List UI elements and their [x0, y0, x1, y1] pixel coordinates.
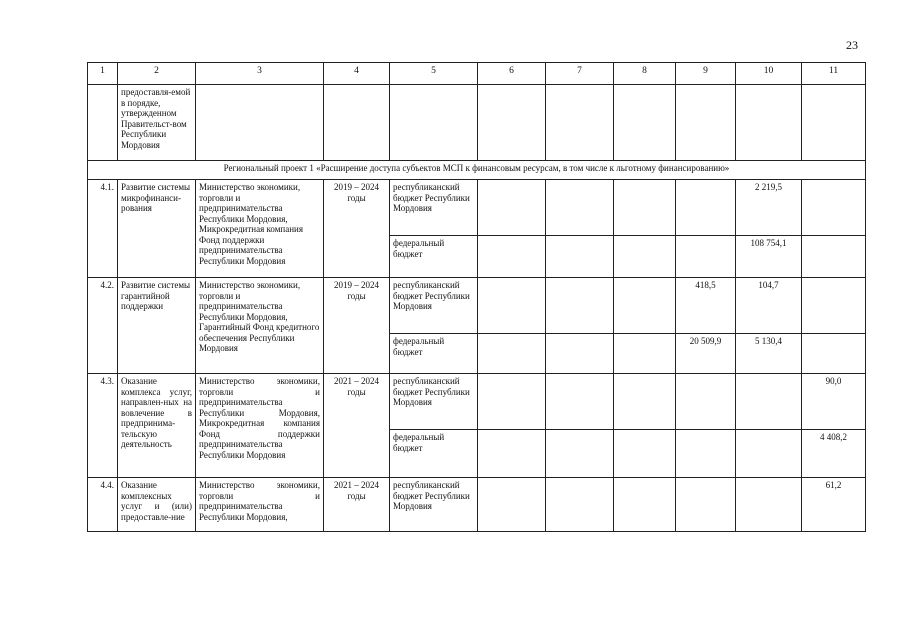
header-cell: 6	[478, 63, 546, 85]
table-row	[88, 278, 866, 334]
continuation-text: предоставля-емой в порядке, утвержденном Правительст-вом Республики Мордовия	[118, 85, 196, 161]
row-number: 4.2.	[88, 278, 118, 374]
table-row	[88, 478, 866, 532]
value-col10: 2 219,5	[736, 180, 802, 236]
measure-name: Оказание комплексных услуг и (или) предоставле-ние	[118, 478, 196, 532]
value-col11: 90,0	[802, 374, 866, 430]
header-row	[88, 63, 866, 85]
row-number: 4.3.	[88, 374, 118, 478]
value-col10: 104,7	[736, 278, 802, 334]
measure-name: Развитие системы микрофинанси-рования	[118, 180, 196, 278]
funding-source: федеральный бюджет	[390, 236, 478, 278]
table-row	[88, 85, 866, 161]
program-table	[87, 62, 866, 532]
value-col9	[676, 430, 736, 478]
period: 2021 – 2024 годы	[324, 478, 390, 532]
header-cell: 3	[196, 63, 324, 85]
header-cell: 11	[802, 63, 866, 85]
header-cell: 8	[614, 63, 676, 85]
period: 2021 – 2024 годы	[324, 374, 390, 478]
executors: Министерство экономики, торговли и предпринимательства Республики Мордовия,	[196, 478, 324, 532]
period: 2019 – 2024 годы	[324, 180, 390, 278]
header-cell: 9	[676, 63, 736, 85]
header-cell: 2	[118, 63, 196, 85]
period: 2019 – 2024 годы	[324, 278, 390, 374]
value-col10	[736, 478, 802, 532]
table-row	[88, 374, 866, 430]
executors: Министерство экономики, торговли и предпринимательства Республики Мордовия, Микрокредитная компания Фонд поддержки предпринимательства Республики Мордовия	[196, 180, 324, 278]
value-col10: 5 130,4	[736, 334, 802, 374]
funding-source: республиканский бюджет Республики Мордовия	[390, 374, 478, 430]
executors: Министерство экономики, торговли и предпринимательства Республики Мордовия, Микрокредитная компания Фонд поддержки предпринимательства Республики Мордовия	[196, 374, 324, 478]
value-col9	[676, 180, 736, 236]
funding-source: республиканский бюджет Республики Мордовия	[390, 278, 478, 334]
value-col9	[676, 236, 736, 278]
value-col9	[676, 374, 736, 430]
value-col11: 61,2	[802, 478, 866, 532]
value-col9: 418,5	[676, 278, 736, 334]
header-cell: 1	[88, 63, 118, 85]
regional-project-title: Региональный проект 1 «Расширение доступа субъектов МСП к финансовым ресурсам, в том числе к льготному финансированию»	[88, 161, 866, 180]
funding-source: федеральный бюджет	[390, 334, 478, 374]
header-cell: 7	[546, 63, 614, 85]
header-cell: 10	[736, 63, 802, 85]
value-col10	[736, 374, 802, 430]
value-col10	[736, 430, 802, 478]
table-row	[88, 180, 866, 236]
value-col10: 108 754,1	[736, 236, 802, 278]
value-col11	[802, 334, 866, 374]
funding-source: федеральный бюджет	[390, 430, 478, 478]
funding-source: республиканский бюджет Республики Мордовия	[390, 478, 478, 532]
value-col11	[802, 278, 866, 334]
value-col11	[802, 236, 866, 278]
value-col11: 4 408,2	[802, 430, 866, 478]
value-col9	[676, 478, 736, 532]
measure-name: Оказание комплекса услуг, направлен-ных на вовлечение в предпринима-тельскую деятельность	[118, 374, 196, 478]
header-cell: 5	[390, 63, 478, 85]
row-number: 4.1.	[88, 180, 118, 278]
page-number: 23	[846, 38, 858, 52]
funding-source: республиканский бюджет Республики Мордовия	[390, 180, 478, 236]
measure-name: Развитие системы гарантийной поддержки	[118, 278, 196, 374]
executors: Министерство экономики, торговли и предпринимательства Республики Мордовия, Гарантийный Фонд кредитного обеспечения Республики Мордовия	[196, 278, 324, 374]
value-col9: 20 509,9	[676, 334, 736, 374]
value-col11	[802, 180, 866, 236]
header-cell: 4	[324, 63, 390, 85]
table-row	[88, 161, 866, 180]
row-number: 4.4.	[88, 478, 118, 532]
